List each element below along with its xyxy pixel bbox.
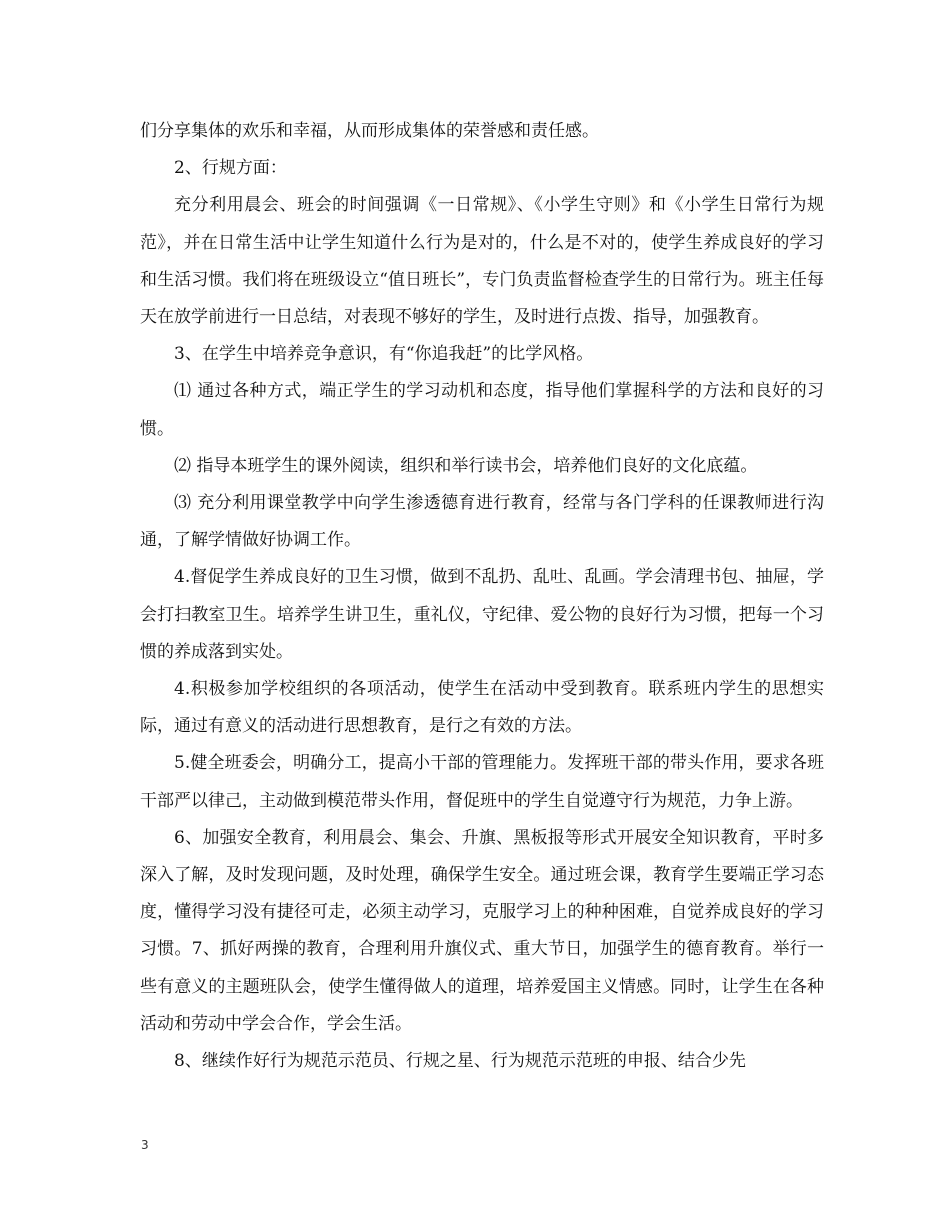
paragraph-section-8: 8、继续作好行为规范示范员、行规之星、行为规范示范班的申报、结合少先 [174,1051,746,1072]
paragraph-item-2: ⑵ 指导本班学生的课外阅读，组织和举行读书会，培养他们良好的文化底蕴。 [174,455,758,476]
paragraph-section-3-heading: 3、在学生中培养竞争意识，有“你追我赶”的比学风格。 [174,344,594,365]
paragraph-safety: 6、加强安全教育，利用晨会、集会、升旗、黑板报等形式开展安全知识教育，平时多深入了解，及时发现问题，及时处理，确保学生安全。通过班会课，教育学生要端正学习态度，懂得学习没有捷径可走，必须主动学习，克服学习上的种种困难，自觉养成良好的学习习惯。7、抓好两操的教育，合理利用升旗仪式、重大节日，加强学生的德育教育。举行一些有意义的主题班队会，使学生懂得做人的道理，培养爱国主义情感。同时，让学生在各种活动和劳动中学会合作，学会生活。 [140,827,824,1034]
paragraph-hygiene: 4.督促学生养成良好的卫生习惯，做到不乱扔、乱吐、乱画。学会清理书包、抽屉，学会打扫教室卫生。培养学生讲卫生，重礼仪，守纪律、爱公物的良好行为习惯，把每一个习惯的养成落到实处。 [140,567,824,662]
paragraph-item-1: ⑴ 通过各种方式，端正学生的学习动机和态度，指导他们掌握科学的方法和良好的习惯。 [140,381,824,439]
document-body [140,113,824,1080]
paragraph-item-3: ⑶ 充分利用课堂教学中向学生渗透德育进行教育，经常与各门学科的任课教师进行沟通，了解学情做好协调工作。 [140,493,824,551]
paragraph-conduct-rules: 充分利用晨会、班会的时间强调《一日常规》、《小学生守则》和《小学生日常行为规范》，并在日常生活中让学生知道什么行为是对的，什么是不对的，使学生养成良好的学习和生活习惯。我们将在班级设立“值日班长”，专门负责监督检查学生的日常行为。班主任每天在放学前进行一日总结，对表现不够好的学生，及时进行点拨、指导，加强教育。 [140,195,824,328]
paragraph-class-committee: 5.健全班委会，明确分工，提高小干部的管理能力。发挥班干部的带头作用，要求各班干部严以律己，主动做到模范带头作用，督促班中的学生自觉遵守行为规范，力争上游。 [140,753,824,811]
page-number: 3 [141,1138,149,1152]
paragraph-section-2-heading: 2、行规方面： [174,158,287,179]
paragraph-activities: 4.积极参加学校组织的各项活动，使学生在活动中受到教育。联系班内学生的思想实际，通过有意义的活动进行思想教育，是行之有效的方法。 [140,679,824,737]
paragraph-continuation: 们分享集体的欢乐和幸福，从而形成集体的荣誉感和责任感。 [140,121,599,141]
